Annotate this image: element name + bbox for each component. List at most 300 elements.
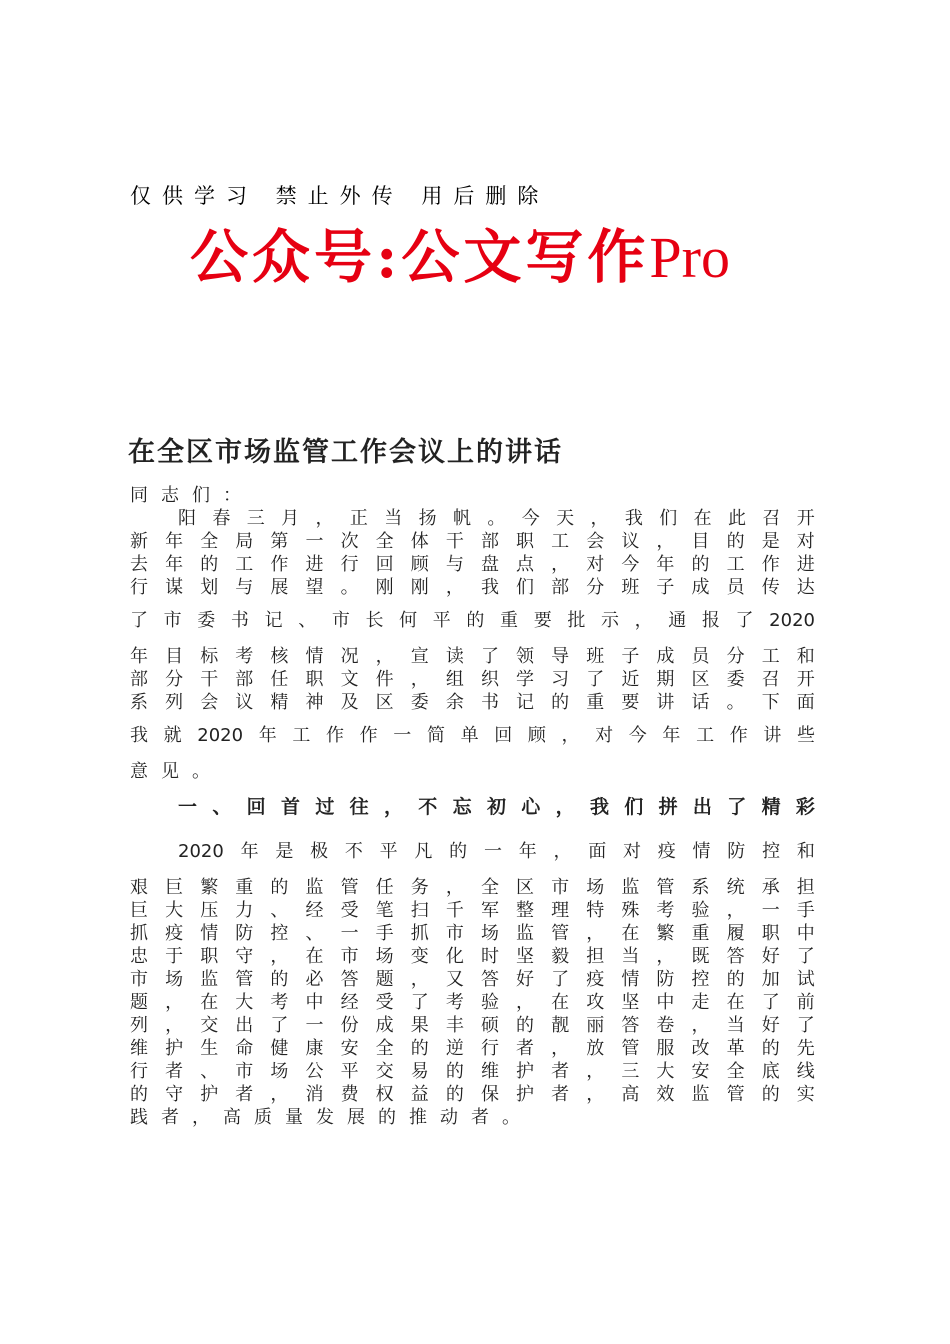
body-glyph: ， — [192, 1107, 210, 1128]
body-glyph: 统 — [726, 877, 745, 898]
body-glyph: 谋 — [165, 577, 184, 598]
body-line — [130, 691, 815, 715]
body-glyph: 召 — [762, 508, 781, 529]
body-glyph: 整 — [516, 900, 535, 921]
body-glyph: 第 — [270, 531, 289, 552]
body-glyph: 阳 — [178, 508, 196, 529]
body-glyph: 大 — [235, 992, 254, 1013]
body-glyph: 量 — [285, 1107, 303, 1128]
body-glyph: 新 — [130, 531, 148, 552]
body-glyph: 面 — [796, 692, 815, 713]
body-glyph: 市 — [235, 1061, 254, 1082]
body-glyph: 任 — [270, 669, 289, 690]
body-glyph: 报 — [701, 610, 720, 631]
body-glyph: 靓 — [551, 1015, 570, 1036]
body-glyph: ， — [656, 531, 675, 552]
body-glyph: 承 — [761, 877, 780, 898]
body-glyph: 刚 — [375, 577, 394, 598]
body-line — [130, 899, 815, 923]
body-glyph: 维 — [130, 1038, 148, 1059]
body-glyph: 果 — [410, 1015, 429, 1036]
body-glyph: 、 — [200, 1061, 219, 1082]
body-glyph: 目 — [691, 531, 710, 552]
body-glyph: ， — [656, 946, 675, 967]
body-glyph: 话 — [691, 692, 710, 713]
body-glyph: 护 — [200, 1084, 219, 1105]
body-line — [130, 968, 815, 992]
body-glyph: 我 — [589, 796, 609, 818]
body-glyph: 核 — [270, 646, 289, 667]
body-glyph: 作 — [326, 725, 345, 746]
body-glyph: ， — [561, 725, 580, 746]
body-glyph: 近 — [621, 669, 640, 690]
body-glyph: 作 — [359, 725, 378, 746]
body-glyph: 管 — [621, 1038, 640, 1059]
body-glyph: ， — [551, 1038, 570, 1059]
body-glyph: 忘 — [452, 796, 472, 818]
body-glyph: 。 — [726, 692, 745, 713]
body-glyph: 当 — [726, 1015, 745, 1036]
body-glyph: 者 — [551, 1084, 570, 1105]
body-line — [178, 507, 815, 531]
body-glyph: 的 — [726, 531, 745, 552]
body-glyph: 作 — [761, 554, 780, 575]
body-glyph: 殊 — [621, 900, 640, 921]
body-glyph: 班 — [586, 646, 605, 667]
body-line — [178, 840, 815, 864]
body-glyph: 子 — [621, 646, 640, 667]
body-glyph: 既 — [691, 946, 710, 967]
body-glyph: 点 — [516, 554, 535, 575]
body-glyph: 职 — [200, 946, 219, 967]
body-line — [130, 922, 815, 946]
body-glyph: 答 — [480, 969, 499, 990]
body-glyph: 了 — [480, 646, 499, 667]
body-glyph: 我 — [130, 725, 148, 746]
body-glyph: 于 — [165, 946, 184, 967]
body-glyph: 生 — [200, 1038, 219, 1059]
body-glyph: 作 — [270, 554, 289, 575]
body-glyph: 平 — [432, 610, 451, 631]
body-glyph: 要 — [621, 692, 640, 713]
body-glyph: 重 — [691, 923, 710, 944]
body-line — [130, 724, 815, 748]
body-glyph: 当 — [384, 508, 403, 529]
body-line — [130, 1037, 815, 1061]
body-glyph: 今 — [628, 725, 647, 746]
body-glyph: 盘 — [480, 554, 499, 575]
body-glyph: 些 — [796, 725, 815, 746]
body-glyph: 护 — [165, 1038, 184, 1059]
body-glyph: 的 — [270, 877, 289, 898]
body-glyph: 重 — [586, 692, 605, 713]
body-glyph: 2020 — [178, 841, 224, 862]
body-glyph: 了 — [761, 992, 780, 1013]
body-glyph: 工 — [551, 531, 570, 552]
body-line — [130, 530, 815, 554]
body-glyph: 去 — [130, 554, 148, 575]
body-glyph: 控 — [270, 923, 289, 944]
body-glyph: 过 — [315, 796, 335, 818]
body-glyph: 守 — [165, 1084, 184, 1105]
body-glyph: 硕 — [480, 1015, 499, 1036]
body-glyph: 控 — [762, 841, 781, 862]
body-glyph: 抓 — [410, 923, 429, 944]
body-glyph: 讲 — [763, 725, 782, 746]
body-glyph: 公 — [305, 1061, 324, 1082]
body-glyph: ， — [445, 577, 464, 598]
body-glyph: 是 — [761, 531, 780, 552]
body-glyph: 抓 — [130, 923, 148, 944]
body-glyph: 标 — [200, 646, 219, 667]
body-glyph: ， — [315, 508, 334, 529]
body-glyph: 逆 — [445, 1038, 464, 1059]
body-glyph: ， — [165, 1015, 184, 1036]
body-glyph: 对 — [586, 554, 605, 575]
body-glyph: 时 — [480, 946, 499, 967]
body-glyph: 组 — [445, 669, 464, 690]
body-glyph: 就 — [163, 725, 182, 746]
body-glyph: 质 — [254, 1107, 272, 1128]
body-glyph: 的 — [466, 610, 485, 631]
body-glyph: 一 — [393, 725, 412, 746]
body-glyph: 特 — [586, 900, 605, 921]
body-glyph: 部 — [130, 669, 148, 690]
body-glyph: 管 — [340, 877, 359, 898]
body-glyph: 管 — [726, 1084, 745, 1105]
body-glyph: 书 — [230, 610, 249, 631]
body-glyph: 。 — [487, 508, 506, 529]
body-glyph: 和 — [796, 646, 815, 667]
body-glyph: 化 — [445, 946, 464, 967]
body-glyph: 履 — [726, 923, 745, 944]
body-glyph: 体 — [410, 531, 429, 552]
body-line — [130, 760, 815, 784]
body-glyph: 拼 — [658, 796, 678, 818]
body-glyph: 职 — [516, 531, 535, 552]
body-glyph: 领 — [516, 646, 535, 667]
body-glyph: 批 — [567, 610, 586, 631]
body-glyph: 考 — [656, 900, 675, 921]
body-glyph: ， — [634, 610, 653, 631]
body-glyph: 监 — [305, 877, 324, 898]
body-glyph: ， — [410, 969, 429, 990]
body-glyph: 工 — [696, 725, 715, 746]
body-glyph: 市 — [331, 610, 350, 631]
body-glyph: 的 — [378, 1107, 396, 1128]
body-glyph: 的 — [445, 1061, 464, 1082]
body-glyph: 们 — [624, 796, 644, 818]
body-glyph: 年 — [258, 725, 277, 746]
body-glyph: 动 — [440, 1107, 458, 1128]
brand-banner — [190, 223, 730, 291]
body-line — [130, 1083, 815, 1107]
body-glyph: ， — [270, 946, 289, 967]
body-glyph: 了 — [270, 1015, 289, 1036]
body-glyph: 展 — [347, 1107, 365, 1128]
body-glyph: 中 — [656, 992, 675, 1013]
body-glyph: 目 — [165, 646, 184, 667]
body-glyph: 好 — [761, 946, 780, 967]
body-glyph: 者 — [516, 1038, 535, 1059]
body-glyph: 导 — [551, 646, 570, 667]
body-glyph: 议 — [621, 531, 640, 552]
body-glyph: 市 — [445, 923, 464, 944]
body-glyph: 、 — [298, 610, 317, 631]
body-glyph: 场 — [375, 946, 394, 967]
body-glyph: 织 — [480, 669, 499, 690]
body-glyph: 年 — [518, 841, 537, 862]
body-glyph: 及 — [340, 692, 359, 713]
body-glyph: 者 — [165, 1061, 184, 1082]
body-glyph: 扬 — [418, 508, 437, 529]
body-glyph: 的 — [551, 692, 570, 713]
body-glyph: ， — [586, 1084, 605, 1105]
body-glyph: 分 — [586, 577, 605, 598]
body-glyph: 受 — [375, 992, 394, 1013]
body-glyph: 攻 — [586, 992, 605, 1013]
body-line — [130, 876, 815, 900]
body-glyph: 列 — [130, 1015, 148, 1036]
body-glyph: 望 — [305, 577, 324, 598]
body-glyph: 。 — [340, 577, 359, 598]
body-glyph: ， — [375, 646, 394, 667]
body-glyph: 年 — [656, 554, 675, 575]
body-glyph: 刚 — [410, 577, 429, 598]
body-glyph: 们 — [659, 508, 678, 529]
body-glyph: 部 — [480, 531, 499, 552]
body-glyph: 繁 — [656, 923, 675, 944]
body-glyph: 的 — [130, 1084, 148, 1105]
body-glyph: 考 — [270, 992, 289, 1013]
body-glyph: 件 — [375, 669, 394, 690]
body-glyph: 大 — [165, 900, 184, 921]
body-glyph: 必 — [305, 969, 324, 990]
body-glyph: 交 — [375, 1061, 394, 1082]
body-glyph: 坚 — [621, 992, 640, 1013]
body-glyph: 命 — [235, 1038, 254, 1059]
body-glyph: 顾 — [410, 554, 429, 575]
body-line — [130, 1014, 815, 1038]
body-glyph: 考 — [235, 646, 254, 667]
body-glyph: 市 — [340, 946, 359, 967]
body-glyph: 学 — [516, 669, 535, 690]
body-line — [130, 945, 815, 969]
body-glyph: 春 — [212, 508, 231, 529]
body-glyph: 系 — [130, 692, 148, 713]
body-glyph: 答 — [621, 1015, 640, 1036]
body-glyph: 下 — [761, 692, 780, 713]
body-glyph: 放 — [586, 1038, 605, 1059]
body-glyph: 月 — [281, 508, 300, 529]
body-glyph: 三 — [246, 508, 265, 529]
body-glyph: 场 — [270, 1061, 289, 1082]
body-glyph: 在 — [621, 923, 640, 944]
body-glyph: 分 — [726, 646, 745, 667]
body-glyph: 监 — [516, 923, 535, 944]
body-glyph: 年 — [165, 554, 184, 575]
body-glyph: 长 — [365, 610, 384, 631]
body-glyph: 今 — [621, 554, 640, 575]
body-glyph: 进 — [796, 554, 815, 575]
body-glyph: 管 — [235, 969, 254, 990]
body-glyph: 高 — [223, 1107, 241, 1128]
body-glyph: 手 — [796, 900, 815, 921]
body-glyph: 干 — [445, 531, 464, 552]
body-glyph: 防 — [656, 969, 675, 990]
body-glyph: 对 — [595, 725, 614, 746]
body-glyph: 一 — [178, 796, 198, 818]
body-glyph: 区 — [516, 877, 535, 898]
body-glyph: 保 — [480, 1084, 499, 1105]
body-glyph: 是 — [275, 841, 294, 862]
body-glyph: 护 — [516, 1061, 535, 1082]
body-glyph: 年 — [662, 725, 681, 746]
body-glyph: ， — [383, 796, 403, 818]
body-glyph: 作 — [729, 725, 748, 746]
body-glyph: 简 — [426, 725, 445, 746]
body-glyph: 担 — [796, 877, 815, 898]
body-glyph: 全 — [726, 1061, 745, 1082]
body-line — [130, 576, 815, 600]
body-glyph: 务 — [410, 877, 429, 898]
body-glyph: 场 — [586, 877, 605, 898]
body-glyph: 好 — [761, 1015, 780, 1036]
body-glyph: 份 — [340, 1015, 359, 1036]
body-glyph: 繁 — [200, 877, 219, 898]
body-glyph: 习 — [551, 669, 570, 690]
body-glyph: 要 — [533, 610, 552, 631]
body-glyph: ， — [516, 992, 535, 1013]
body-glyph: ， — [590, 508, 609, 529]
body-glyph: 当 — [621, 946, 640, 967]
body-glyph: 安 — [691, 1061, 710, 1082]
body-glyph: 丰 — [445, 1015, 464, 1036]
body-glyph: 不 — [418, 796, 438, 818]
body-line — [130, 609, 815, 633]
body-line — [130, 484, 815, 508]
body-glyph: 考 — [445, 992, 464, 1013]
body-glyph: 召 — [761, 669, 780, 690]
body-glyph: 的 — [270, 969, 289, 990]
body-glyph: 职 — [305, 669, 324, 690]
body-glyph: 答 — [340, 969, 359, 990]
body-glyph: 大 — [656, 1061, 675, 1082]
body-glyph: 心 — [521, 796, 541, 818]
body-glyph: 丽 — [586, 1015, 605, 1036]
body-glyph: 首 — [280, 796, 300, 818]
body-glyph: 议 — [235, 692, 254, 713]
body-glyph: 们 — [192, 485, 210, 506]
body-glyph: 全 — [375, 1038, 394, 1059]
body-glyph: 通 — [668, 610, 687, 631]
body-glyph: ： — [223, 485, 241, 506]
body-glyph: 改 — [691, 1038, 710, 1059]
body-glyph: 神 — [305, 692, 324, 713]
body-glyph: 正 — [349, 508, 368, 529]
body-glyph: 的 — [761, 1084, 780, 1105]
body-glyph: 委 — [726, 669, 745, 690]
body-glyph: 中 — [305, 992, 324, 1013]
body-glyph: 在 — [551, 992, 570, 1013]
body-glyph: 员 — [726, 577, 745, 598]
body-glyph: 员 — [691, 646, 710, 667]
body-glyph: 分 — [165, 669, 184, 690]
body-glyph: 变 — [410, 946, 429, 967]
body-glyph: 健 — [270, 1038, 289, 1059]
body-line — [130, 1106, 815, 1130]
body-glyph: 成 — [691, 577, 710, 598]
body-glyph: 推 — [409, 1107, 427, 1128]
body-glyph: 在 — [726, 992, 745, 1013]
body-glyph: 们 — [516, 577, 535, 598]
body-glyph: 监 — [200, 969, 219, 990]
body-glyph: 中 — [796, 923, 815, 944]
body-glyph: ， — [553, 841, 572, 862]
body-glyph: 对 — [796, 531, 815, 552]
body-glyph: 展 — [270, 577, 289, 598]
body-glyph: 全 — [375, 531, 394, 552]
body-glyph: 面 — [588, 841, 607, 862]
body-glyph: 的 — [726, 969, 745, 990]
body-glyph: ， — [445, 877, 464, 898]
body-glyph: 志 — [161, 485, 179, 506]
body-glyph: 力 — [235, 900, 254, 921]
body-glyph: 题 — [375, 969, 394, 990]
section-heading — [178, 795, 815, 819]
body-glyph: 成 — [375, 1015, 394, 1036]
body-line — [130, 553, 815, 577]
body-glyph: 场 — [480, 923, 499, 944]
notice-text: 仅供学习 禁止外传 用后删除 — [130, 184, 550, 208]
body-glyph: 与 — [445, 554, 464, 575]
body-glyph: 同 — [130, 485, 148, 506]
body-glyph: 情 — [200, 923, 219, 944]
body-glyph: 成 — [656, 646, 675, 667]
body-glyph: ， — [165, 992, 184, 1013]
body-glyph: 年 — [130, 646, 148, 667]
body-glyph: 又 — [445, 969, 464, 990]
body-glyph: 。 — [502, 1107, 520, 1128]
body-glyph: 会 — [200, 692, 219, 713]
body-glyph: 坚 — [516, 946, 535, 967]
body-glyph: 往 — [349, 796, 369, 818]
body-glyph: 在 — [693, 508, 712, 529]
body-glyph: 局 — [235, 531, 254, 552]
body-glyph: ， — [555, 796, 575, 818]
body-glyph: 疫 — [657, 841, 676, 862]
body-glyph: ， — [586, 1061, 605, 1082]
body-glyph: 控 — [691, 969, 710, 990]
body-glyph: 达 — [796, 577, 815, 598]
body-glyph: 行 — [340, 554, 359, 575]
body-glyph: 毅 — [551, 946, 570, 967]
body-glyph: 益 — [410, 1084, 429, 1105]
body-glyph: 区 — [691, 669, 710, 690]
body-glyph: 了 — [410, 992, 429, 1013]
body-glyph: 凡 — [414, 841, 433, 862]
body-glyph: 精 — [761, 796, 781, 818]
body-glyph: ， — [586, 923, 605, 944]
body-glyph: 帆 — [453, 508, 471, 529]
body-glyph: 我 — [624, 508, 643, 529]
body-glyph: 担 — [586, 946, 605, 967]
body-glyph: 维 — [480, 1061, 499, 1082]
body-glyph: 情 — [692, 841, 711, 862]
body-glyph: 传 — [761, 577, 780, 598]
body-glyph: 三 — [621, 1061, 640, 1082]
body-glyph: 对 — [623, 841, 641, 862]
